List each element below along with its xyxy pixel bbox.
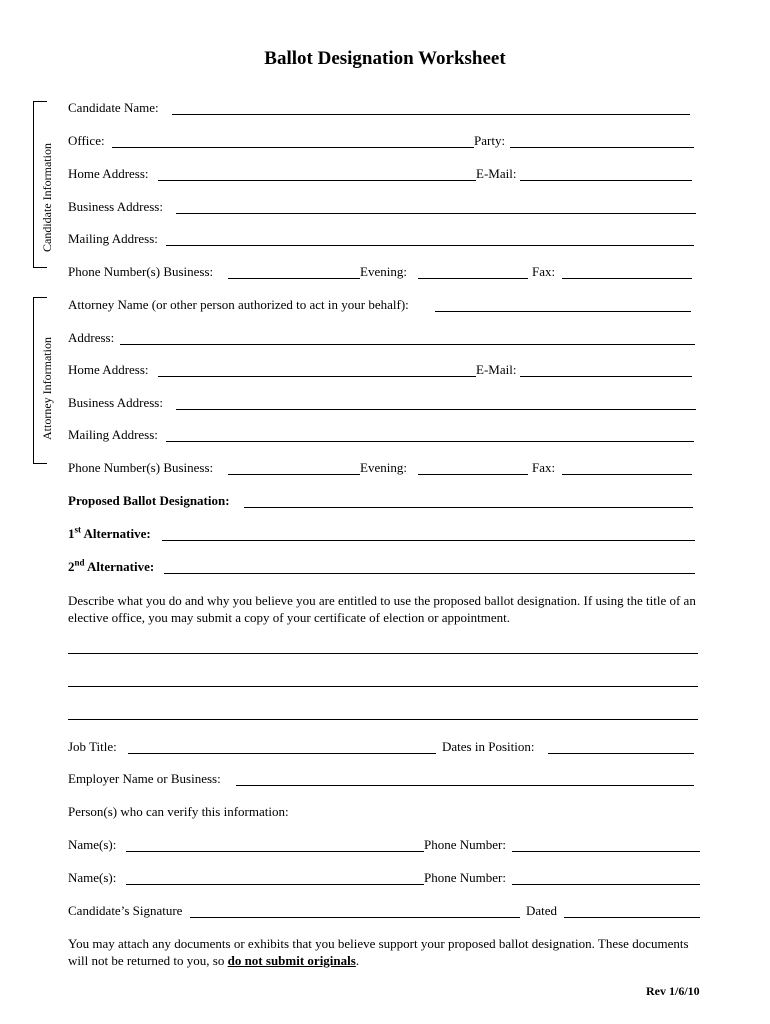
candidate-info-side-label: Candidate Information (40, 143, 54, 252)
alternative-2-text: Alternative: (84, 559, 155, 574)
attorney-name-field[interactable] (435, 311, 691, 312)
alternative-2-number: 2 (68, 559, 75, 574)
fax-label: Fax: (532, 264, 556, 279)
attorney-email-label: E-Mail: (476, 362, 517, 377)
attach-instructions (68, 935, 698, 969)
attorney-bracket-bottom (33, 463, 47, 464)
description-line-2[interactable] (68, 686, 698, 687)
email-label: E-Mail: (476, 166, 517, 181)
job-title-field[interactable] (128, 753, 436, 754)
signature-field[interactable] (190, 917, 520, 918)
dates-in-position-field[interactable] (548, 753, 694, 754)
alternative-2-field[interactable] (164, 573, 695, 574)
attorney-evening-field[interactable] (418, 474, 528, 475)
phone-business-label: Phone Number(s) Business: (68, 264, 214, 279)
mailing-address-label: Mailing Address: (68, 231, 158, 246)
attorney-home-address-field[interactable] (158, 376, 476, 377)
candidate-name-label: Candidate Name: (68, 100, 159, 115)
attorney-fax-label: Fax: (532, 460, 556, 475)
evening-field[interactable] (418, 278, 528, 279)
alternative-1-label (68, 526, 151, 542)
phone-1-label: Phone Number: (424, 837, 506, 852)
revision-label: Rev 1/6/10 (646, 984, 700, 998)
candidate-bracket (33, 101, 34, 267)
party-field[interactable] (510, 147, 694, 148)
signature-label: Candidate’s Signature (68, 903, 183, 918)
attorney-name-label: Attorney Name (or other person authorized to act in your behalf): (68, 297, 409, 312)
email-field[interactable] (520, 180, 692, 181)
attorney-fax-field[interactable] (562, 474, 692, 475)
proposed-designation-label: Proposed Ballot Designation: (68, 493, 230, 508)
phone-1-field[interactable] (512, 851, 700, 852)
home-address-field[interactable] (158, 180, 476, 181)
fax-field[interactable] (562, 278, 692, 279)
employer-field[interactable] (236, 785, 694, 786)
names-2-field[interactable] (126, 884, 424, 885)
dated-label: Dated (526, 903, 558, 918)
names-1-label: Name(s): (68, 837, 117, 852)
home-address-label: Home Address: (68, 166, 149, 181)
description-line-3[interactable] (68, 719, 698, 720)
attorney-mailing-address-field[interactable] (166, 441, 694, 442)
attorney-address-label: Address: (68, 330, 115, 345)
do-not-submit-originals: do not submit originals (227, 953, 356, 968)
attorney-info-side-label: Attorney Information (40, 337, 54, 440)
business-address-label: Business Address: (68, 199, 163, 214)
attorney-bracket-top (33, 297, 47, 298)
dated-field[interactable] (564, 917, 700, 918)
alternative-1-suffix: st (74, 524, 81, 535)
attach-end: . (355, 953, 360, 968)
attorney-email-field[interactable] (520, 376, 692, 377)
names-1-field[interactable] (126, 851, 424, 852)
attorney-phone-business-field[interactable] (228, 474, 360, 475)
attorney-business-address-label: Business Address: (68, 395, 163, 410)
business-address-field[interactable] (176, 213, 696, 214)
mailing-address-field[interactable] (166, 245, 694, 246)
alternative-2-suffix: nd (74, 557, 85, 568)
employer-label: Employer Name or Business: (68, 771, 221, 786)
names-2-label: Name(s): (68, 870, 117, 885)
office-label: Office: (68, 133, 105, 148)
attorney-mailing-address-label: Mailing Address: (68, 427, 158, 442)
attorney-address-field[interactable] (120, 344, 695, 345)
office-field[interactable] (112, 147, 474, 148)
candidate-name-field[interactable] (172, 114, 690, 115)
attorney-evening-label: Evening: (360, 460, 407, 475)
phone-2-label: Phone Number: (424, 870, 506, 885)
attorney-phone-business-label: Phone Number(s) Business: (68, 460, 214, 475)
verify-label: Person(s) who can verify this information: (68, 804, 289, 819)
page-title: Ballot Designation Worksheet (264, 48, 506, 69)
phone-business-field[interactable] (228, 278, 360, 279)
alternative-1-text: Alternative: (81, 526, 151, 541)
phone-2-field[interactable] (512, 884, 700, 885)
evening-label: Evening: (360, 264, 407, 279)
candidate-bracket-bottom (33, 267, 47, 268)
attach-text: You may attach any documents or exhibits that you believe support your proposed ballot designation. These documents will not be returned to you, so (68, 936, 689, 968)
alternative-1-field[interactable] (162, 540, 695, 541)
job-title-label: Job Title: (68, 739, 117, 754)
attorney-business-address-field[interactable] (176, 409, 696, 410)
proposed-designation-field[interactable] (244, 507, 693, 508)
alternative-2-label (68, 559, 154, 575)
candidate-bracket-top (33, 101, 47, 102)
attorney-bracket (33, 297, 34, 463)
description-line-1[interactable] (68, 653, 698, 654)
attorney-home-address-label: Home Address: (68, 362, 149, 377)
describe-instructions: Describe what you do and why you believe you are entitled to use the proposed ballot designation. If using the title of an elective office, you may submit a copy of your certificate of election or appointment. (68, 593, 696, 625)
dates-in-position-label: Dates in Position: (442, 739, 535, 754)
party-label: Party: (474, 133, 506, 148)
alternative-1-number: 1 (68, 526, 75, 541)
